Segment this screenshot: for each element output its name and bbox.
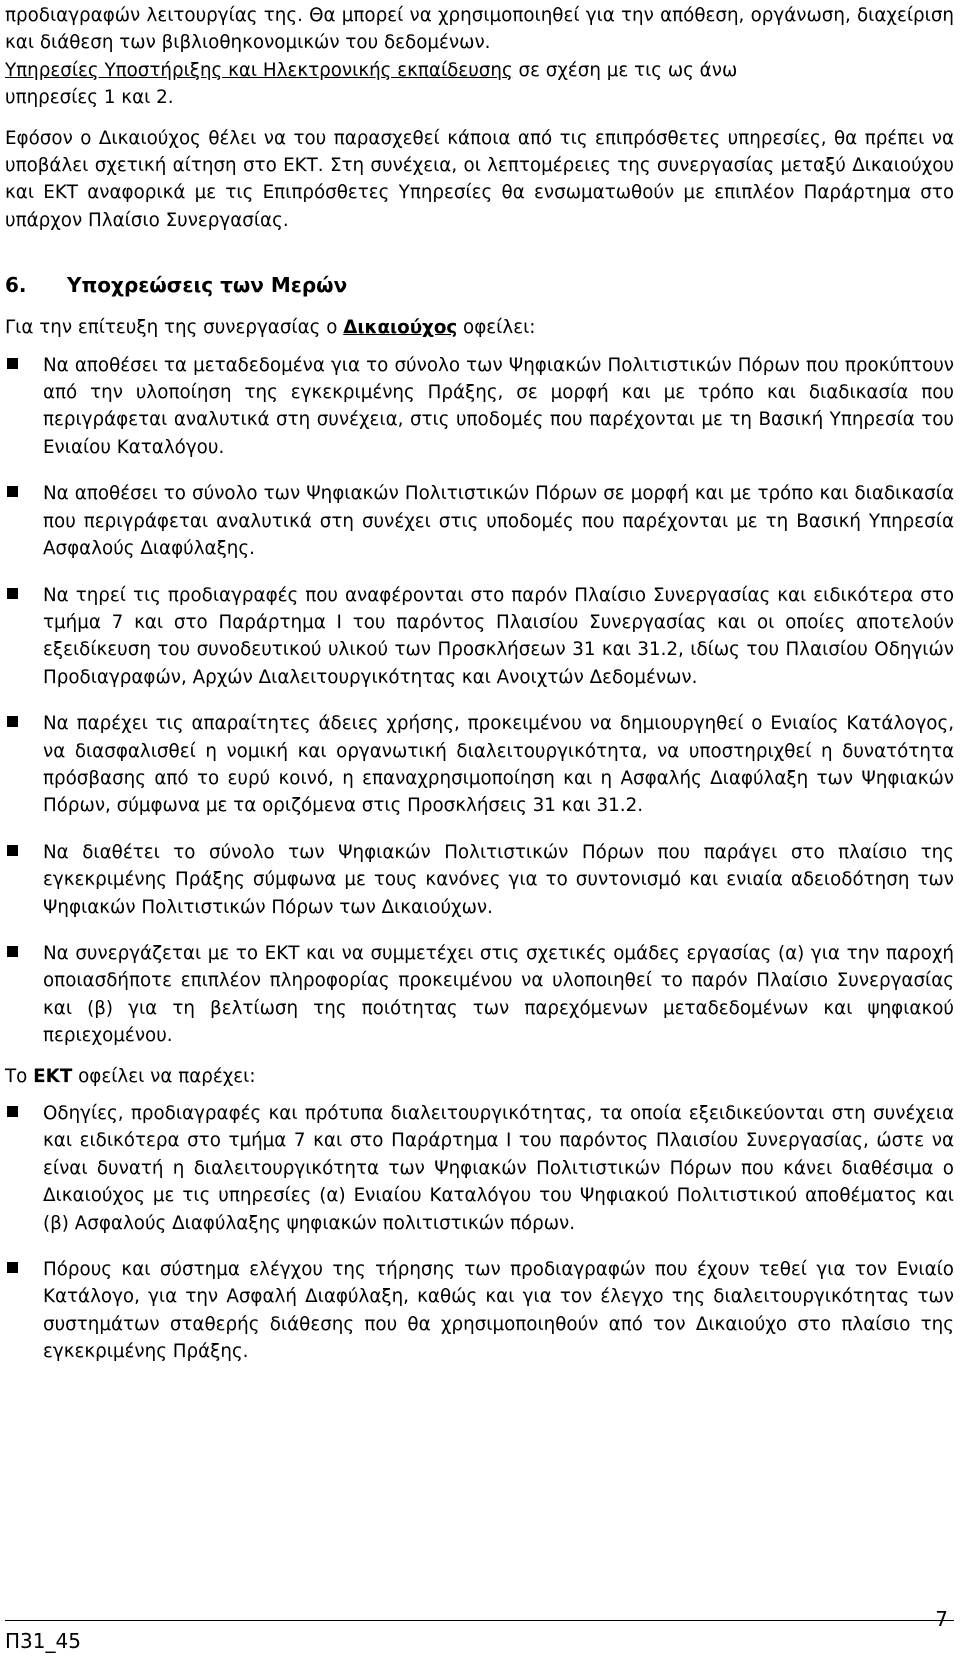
square-bullet-icon [7, 1262, 18, 1273]
intro-beneficiary [5, 314, 954, 341]
square-bullet-icon [7, 946, 18, 957]
square-bullet-icon [7, 1106, 18, 1117]
list-item [5, 582, 954, 692]
list-item-text: Οδηγίες, προδιαγραφές και πρότυπα διαλειτουργικότητας, τα οποία εξειδικεύονται στη συνέχεια και ειδικότερα στο τμήμα 7 και στο Παράρτημα Ι του παρόντος Πλαισίου Συνεργασίας, ώστε να είναι δυνατή η διαλειτουργικότητα των Ψηφιακών Πολιτιστικών Πόρων που κάνει διαθέσιμα ο Δικαιούχος με τις υπηρεσίες (α) Ενιαίου Καταλόγου του Ψηφιακού Πολιτιστικού αποθέματος και (β) Ασφαλούς Διαφύλαξης ψηφιακών πολιτιστικών πόρων. [43, 1103, 954, 1234]
square-bullet-icon [7, 588, 18, 599]
square-bullet-icon [7, 845, 18, 856]
section-heading [5, 270, 954, 300]
square-bullet-icon [7, 486, 18, 497]
intro-beneficiary-text: Για την επίτευξη της συνεργασίας ο [5, 317, 344, 339]
list-item-text: Πόρους και σύστημα ελέγχου της τήρησης των προδιαγραφών που έχουν τεθεί για τον Ενιαίο Κατάλογο, για την Ασφαλή Διαφύλαξη, καθώς και για τον έλεγχο της διαλειτουργικότητας των συστημάτων σταθερής διάθεσης που θα χρησιμοποιηθούν από τον Δικαιούχο στο πλαίσιο της εγκεκριμένης Πράξης. [43, 1259, 954, 1363]
list-item [5, 352, 954, 462]
list-item-text: Να συνεργάζεται με το ΕΚΤ και να συμμετέχει στις σχετικές ομάδες εργασίας (α) για την παροχή οποιασδήποτε επιπλέον πληροφορίας προκειμένου να υλοποιηθεί το παρόν Πλαίσιο Συνεργασίας και (β) για τη βελτίωση της ποιότητας των παρεχόμενων μεταδεδομένων και ψηφιακού περιεχομένου. [43, 942, 954, 1047]
beneficiary-term: Δικαιούχος [343, 317, 458, 339]
footer-divider [5, 1620, 954, 1621]
paragraph-additional-services: Εφόσον ο Δικαιούχος θέλει να του παρασχεθεί κάποια από τις επιπρόσθετες υπηρεσίες, θα πρέπει να υποβάλει σχετική αίτηση στο ΕΚΤ. Στη συνέχεια, οι λεπτομέρειες της συνεργασίας μεταξύ Δικαιούχου και ΕΚΤ αναφορικά με τις Επιπρόσθετες Υπηρεσίες θα ενσωματωθούν με επιπλέον Παράρτημα στο υπάρχον Πλαίσιο Συνεργασίας. [5, 127, 954, 231]
list-item [5, 839, 954, 921]
list-item [5, 1256, 954, 1366]
document-page [5, 0, 954, 1385]
services-text: σε σχέση με τις ως άνω [512, 59, 738, 81]
section-title: Υποχρεώσεις των Μερών [67, 273, 348, 298]
paragraph-continuation: προδιαγραφών λειτουργίας της. Θα μπορεί να χρησιμοποιηθεί για την απόθεση, οργάνωση, διαχείριση και διάθεση των βιβλιοθηκονομικών του δεδομένων. [5, 5, 954, 54]
list-item [5, 940, 954, 1050]
paragraph-services [5, 57, 954, 84]
square-bullet-icon [7, 358, 18, 369]
section-number: 6. [5, 273, 27, 298]
list-item [5, 480, 954, 562]
ekt-term: ΕΚΤ [33, 1065, 73, 1087]
list-item-text: Να διαθέτει το σύνολο των Ψηφιακών Πολιτιστικών Πόρων που παράγει στο πλαίσιο της εγκεκριμένης Πράξης σύμφωνα με τους κανόνες για το συντονισμό και ενιαία αδειοδότηση των Ψηφιακών Πολιτιστικών Πόρων των Δικαιούχων. [43, 841, 954, 918]
list-item-text: Να τηρεί τις προδιαγραφές που αναφέρονται στο παρόν Πλαίσιο Συνεργασίας και ειδικότερα στο τμήμα 7 και στο Παράρτημα Ι του παρόντος Πλαισίου Συνεργασίας και οι οποίες αποτελούν εξειδίκευση του συνοδευτικού υλικού των Προσκλήσεων 31 και 31.2, ιδίως του Πλαισίου Οδηγιών Προδιαγραφών, Αρχών Διαλειτουργικότητας και Ανοιχτών Δεδομένων. [43, 584, 954, 688]
intro-beneficiary-end: οφείλει: [457, 317, 536, 339]
list-item-text: Να αποθέσει τα μεταδεδομένα για το σύνολο των Ψηφιακών Πολιτιστικών Πόρων που προκύπτουν από την υλοποίηση της εγκεκριμένης Πράξης, σε μορφή και με τρόπο και διαδικασία που περιγράφεται αναλυτικά στη συνέχεια, στις υποδομές που παρέχονται με τη Βασική Υπηρεσία του Ενιαίου Καταλόγου. [43, 354, 954, 458]
list-item [5, 1100, 954, 1237]
ekt-obligations-list [5, 1100, 954, 1366]
intro-ekt-text: Το [5, 1065, 34, 1087]
intro-ekt [5, 1063, 954, 1090]
beneficiary-obligations-list [5, 352, 954, 1050]
square-bullet-icon [7, 716, 18, 727]
list-item-text: Να αποθέσει το σύνολο των Ψηφιακών Πολιτιστικών Πόρων σε μορφή και με τρόπο και διαδικασία που περιγράφεται αναλυτικά στη συνέχει στις υποδομές που παρέχονται με τη Βασική Υπηρεσία Ασφαλούς Διαφύλαξης. [43, 483, 954, 560]
paragraph-services-end: υπηρεσίες 1 και 2. [5, 87, 174, 109]
footer-code: Π31_45 [5, 1629, 81, 1653]
list-item-text: Να παρέχει τις απαραίτητες άδειες χρήσης, προκειμένου να δημιουργηθεί ο Ενιαίος Κατάλογος, να διασφαλισθεί η νομική και οργανωτική διαλειτουργικότητα, να υποστηριχθεί η δυνατότητα πρόσβασης από το ευρύ κοινό, η επαναχρησιμοποίηση και η Ασφαλής Διαφύλαξη των Ψηφιακών Πόρων, σύμφωνα με τα οριζόμενα στις Προσκλήσεις 31 και 31.2. [43, 713, 954, 817]
page-number: 7 [935, 1607, 948, 1631]
intro-ekt-end: οφείλει να παρέχει: [72, 1065, 256, 1087]
services-link[interactable]: Υπηρεσίες Υποστήριξης και Ηλεκτρονικής εκπαίδευσης [5, 59, 513, 81]
list-item [5, 710, 954, 820]
